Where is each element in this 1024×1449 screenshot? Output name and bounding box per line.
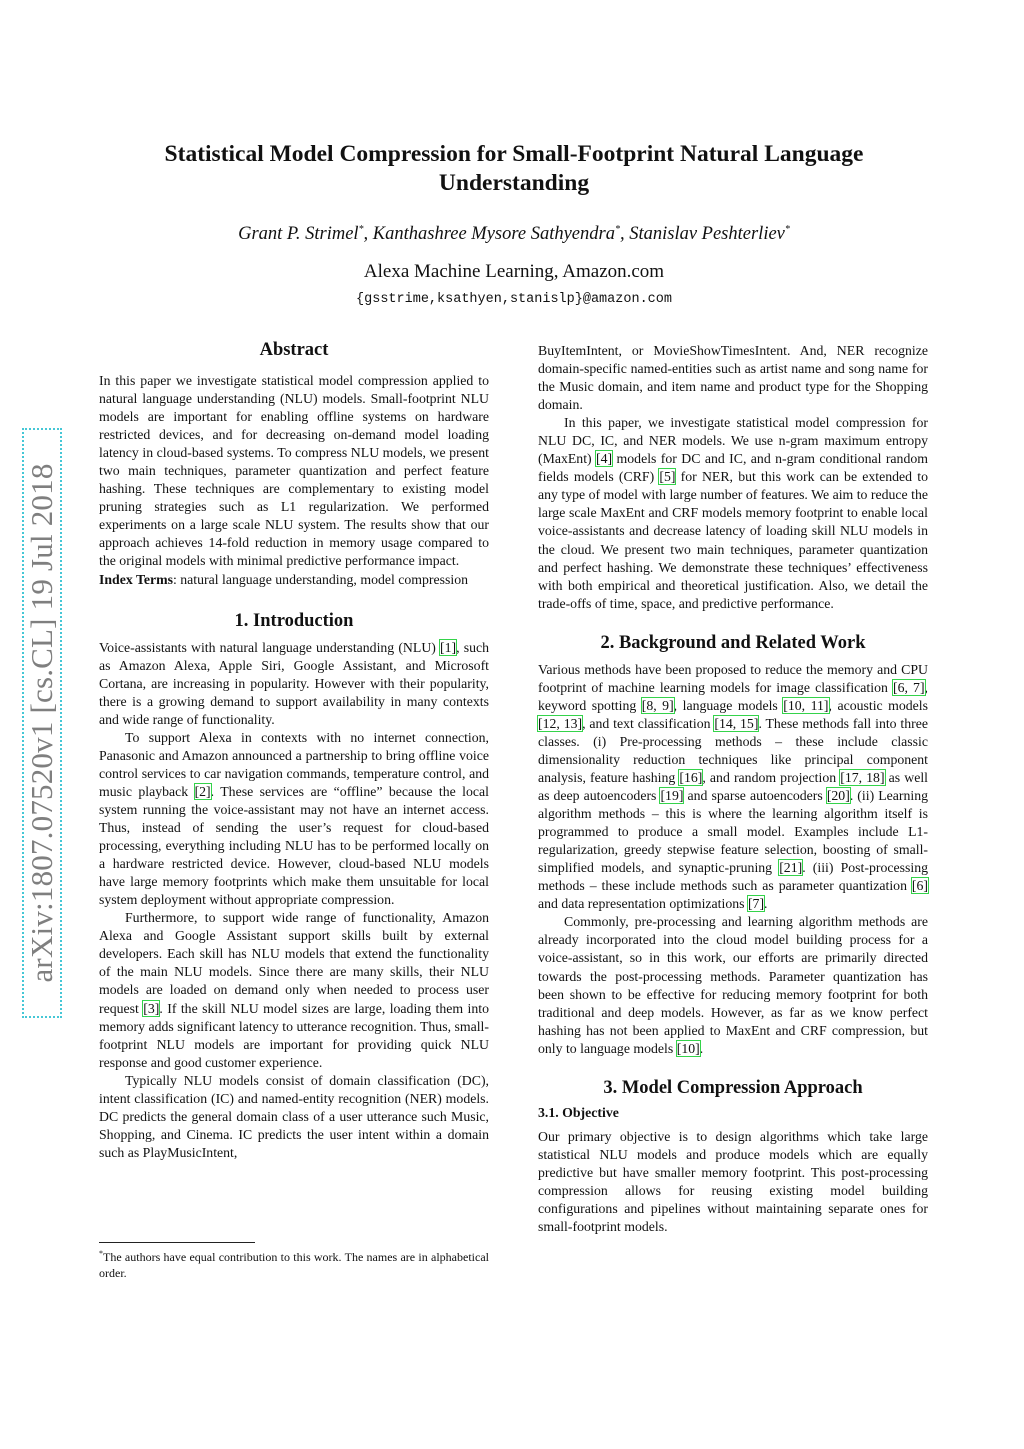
footnote-text: The authors have equal contribution to this work. The names are in alphabetical order. (99, 1250, 489, 1280)
text-run: Voice-assistants with natural language understanding (NLU) (99, 639, 441, 655)
intro-paragraph-5 (538, 414, 928, 613)
citation-link[interactable]: [4] (596, 451, 613, 467)
citation-link[interactable]: [16] (679, 769, 703, 785)
author-list: Grant P. Strimel*, Kanthashree Mysore Sathyendra*, Stanislav Peshterliev* (238, 224, 790, 245)
text-run: , keyword spotting (538, 679, 928, 713)
index-terms-text: : natural language understanding, model compression (172, 571, 469, 587)
intro-paragraph-4: Typically NLU models consist of domain classification (DC), intent classification (IC) and named-entity recognition (NER) models. DC predicts the general domain class of a user utterance such Music, Shopping, and Cinema. IC predicts the user intent within a domain such as PlayMusicIntent, (99, 1072, 489, 1160)
paper-title: Statistical Model Compression for Small-Footprint Natural Language Understanding (164, 141, 864, 196)
intro-paragraph-1 (99, 639, 489, 729)
text-run: for NER, but this work can be extended to any type of model with large number of features. We aim to reduce the large scale MaxEnt and CRF models memory footprint to enable local voice-assistants and decrease latency of loading skill NLU models in the cloud. We present two main techniques, parameter quantization and perfect hashing. We demonstrate these techniques’ effectiveness with both empirical and theoretical justification. Also, we detail the trade-offs of time, space, and predictive performance. (538, 469, 928, 611)
objective-heading: 3.1. Objective (538, 1104, 619, 1120)
citation-link[interactable]: [6] (911, 878, 928, 894)
text-run: . (699, 1040, 704, 1056)
text-run: models for DC and IC, and n-gram conditional random fields models (CRF) (538, 451, 928, 485)
right-column (538, 342, 928, 1236)
abstract-heading: Abstract (259, 340, 329, 360)
citation-link[interactable]: [7] (747, 896, 765, 912)
text-run: To support Alexa in contexts with no internet connection, Panasonic and Amazon announced a partnership to bring offline voice control services to car navigation commands, temperature control, and music playback (99, 729, 489, 799)
author-2: Kanthashree Mysore Sathyendra (372, 224, 615, 245)
footnote-mark: * (99, 1249, 103, 1258)
email-domain: @amazon.com (582, 292, 672, 307)
arxiv-id: arXiv:1807.07520v1 [cs.CL] 19 Jul 2018 (24, 463, 59, 983)
citation-link[interactable]: [8, 9] (641, 697, 674, 713)
citation-link[interactable]: [20] (826, 788, 850, 804)
introduction-heading: 1. Introduction (234, 610, 354, 631)
background-paragraph-1 (538, 661, 928, 914)
citation-link[interactable]: [3] (143, 1000, 160, 1016)
citation-link[interactable]: [17, 18] (840, 769, 885, 785)
text-run: . (iii) Post-processing methods – these include methods such as parameter quantization (538, 860, 928, 894)
background-heading: 2. Background and Related Work (600, 632, 866, 653)
text-run: as well as deep autoencoders (538, 769, 928, 804)
text-run: . (764, 896, 768, 912)
index-terms (99, 571, 489, 589)
footnote (99, 1246, 489, 1281)
objective-paragraph: Our primary objective is to design algorithms which take large statistical NLU models and produce models which are equally predictive but have smaller memory footprint. This post-processing compression allows for reusing existing model building configurations and pipelines without maintaining separate ones for small-footprint models. (538, 1128, 928, 1234)
text-run: , acoustic models (828, 697, 929, 713)
text-run: . These methods fall into three classes. (i) Pre-processing methods – these include classic dimensionality reduction techniques like principal component analysis, feature hashing (538, 715, 928, 785)
citation-link[interactable]: [21] (779, 860, 803, 876)
text-run: , and random projection (702, 769, 841, 785)
citation-link[interactable]: [19] (660, 788, 684, 804)
citation-link[interactable]: [2] (194, 783, 211, 799)
text-run: and data representation optimizations (538, 896, 748, 912)
author-emails (100, 288, 928, 310)
author-1: Grant P. Strimel (238, 224, 359, 245)
intro-paragraph-2 (99, 729, 489, 909)
text-run: . (ii) Learning algorithm methods – this is where the learning algorithm itself is programmed to produce a small model. Examples include L1-regularization, greedy stepwise feature selection, boosting of small-simplified models, and synaptic-pruning (538, 788, 928, 876)
text-run: , and text classification (582, 715, 715, 731)
citation-link[interactable]: [5] (659, 469, 676, 485)
left-column (99, 338, 489, 1162)
arxiv-stamp (22, 428, 62, 1018)
citation-link[interactable]: [1] (440, 639, 457, 655)
equal-contribution-mark: * (614, 224, 620, 235)
citation-link[interactable]: [6, 7] (893, 679, 925, 695)
text-run: . If the skill NLU model sizes are large, loading them into memory adds significant latency to utterance recognition. Thus, small-footprint NLU models are important for providing quick NLU response and good customer experience. (99, 1000, 489, 1070)
equal-contribution-mark: * (358, 224, 364, 235)
equal-contribution-mark: * (784, 224, 790, 235)
citation-link[interactable]: [14, 15] (714, 715, 759, 731)
text-run: Commonly, pre-processing and learning algorithm methods are already incorporated into the cloud model building process for a voice-assistant, so in this work, our efforts are primarily directed towards the post-processing methods. Parameter quantization has been shown to be effective for reducing memory footprint for both traditional and deep models. However, as far as we know perfect hashing has not been applied to MaxEnt and CRF compression, but only to language models (538, 914, 928, 1056)
text-run: In this paper, we investigate statistical model compression for NLU DC, IC, and NER models. We use n-gram maximum entropy (MaxEnt) (538, 415, 928, 467)
text-run: and sparse autoencoders (683, 788, 827, 804)
intro-paragraph-3 (99, 909, 489, 1071)
background-paragraph-2 (538, 913, 928, 1057)
index-terms-label: Index Terms (99, 571, 173, 587)
text-run: , language models (673, 697, 784, 713)
citation-link[interactable]: [10, 11] (783, 697, 829, 713)
email-handles: {gsstrime,ksathyen,stanislp} (356, 292, 583, 307)
footnote-divider (99, 1242, 255, 1243)
text-run: . These services are “offline” because the local system running the voice-assistant may not have an internet access. Thus, instead of sending the user’s request for cloud-based processing, everything including NLU has to be performed locally on a hardware restricted device. However, cloud-based NLU models have large memory footprints which make them unsuitable for local system deployment without appropriate compression. (99, 783, 489, 908)
model-compression-heading: 3. Model Compression Approach (603, 1077, 863, 1098)
abstract-text: In this paper we investigate statistical model compression applied to natural language understanding (NLU) models. Small-footprint NLU models are important for enabling offline systems on hardware restricted devices, and for decreasing on-demand model loading latency in cloud-based systems. To compress NLU models, we present two main techniques, parameter quantization and perfect feature hashing. These techniques are complementary to existing model pruning strategies such as L1 regularization. We performed experiments on a large scale NLU system. The results show that our approach achieves 14-fold reduction in memory usage compared to the original models with minimal predictive performance impact. (99, 373, 489, 569)
text-run: , such as Amazon Alexa, Apple Siri, Google Assistant, and Microsoft Cortana, are increasing in popularity. However with their popularity, there is a growing demand to support availability in many contexts and wide range of functionality. (99, 639, 489, 727)
text-run: Various methods have been proposed to reduce the memory and CPU footprint of machine learning models for image classification (538, 661, 928, 695)
intro-continued-paragraph: BuyItemIntent, or MovieShowTimesIntent. And, NER recognize domain-specific named-entities such as artist name and song name for the Music domain, and item name and product type for the Shopping domain. (538, 343, 928, 413)
affiliation: Alexa Machine Learning, Amazon.com (363, 261, 665, 282)
citation-link[interactable]: [12, 13] (538, 715, 583, 731)
author-3: Stanislav Peshterliev (629, 224, 785, 245)
text-run: Furthermore, to support wide range of functionality, Amazon Alexa and Google Assistant support skills built by external developers. Each skill has NLU models that extend the functionality of the main NLU models. Since there are many skills, their NLU models are loaded on demand only when needed to process user request (99, 910, 489, 1016)
citation-link[interactable]: [10] (676, 1040, 700, 1056)
